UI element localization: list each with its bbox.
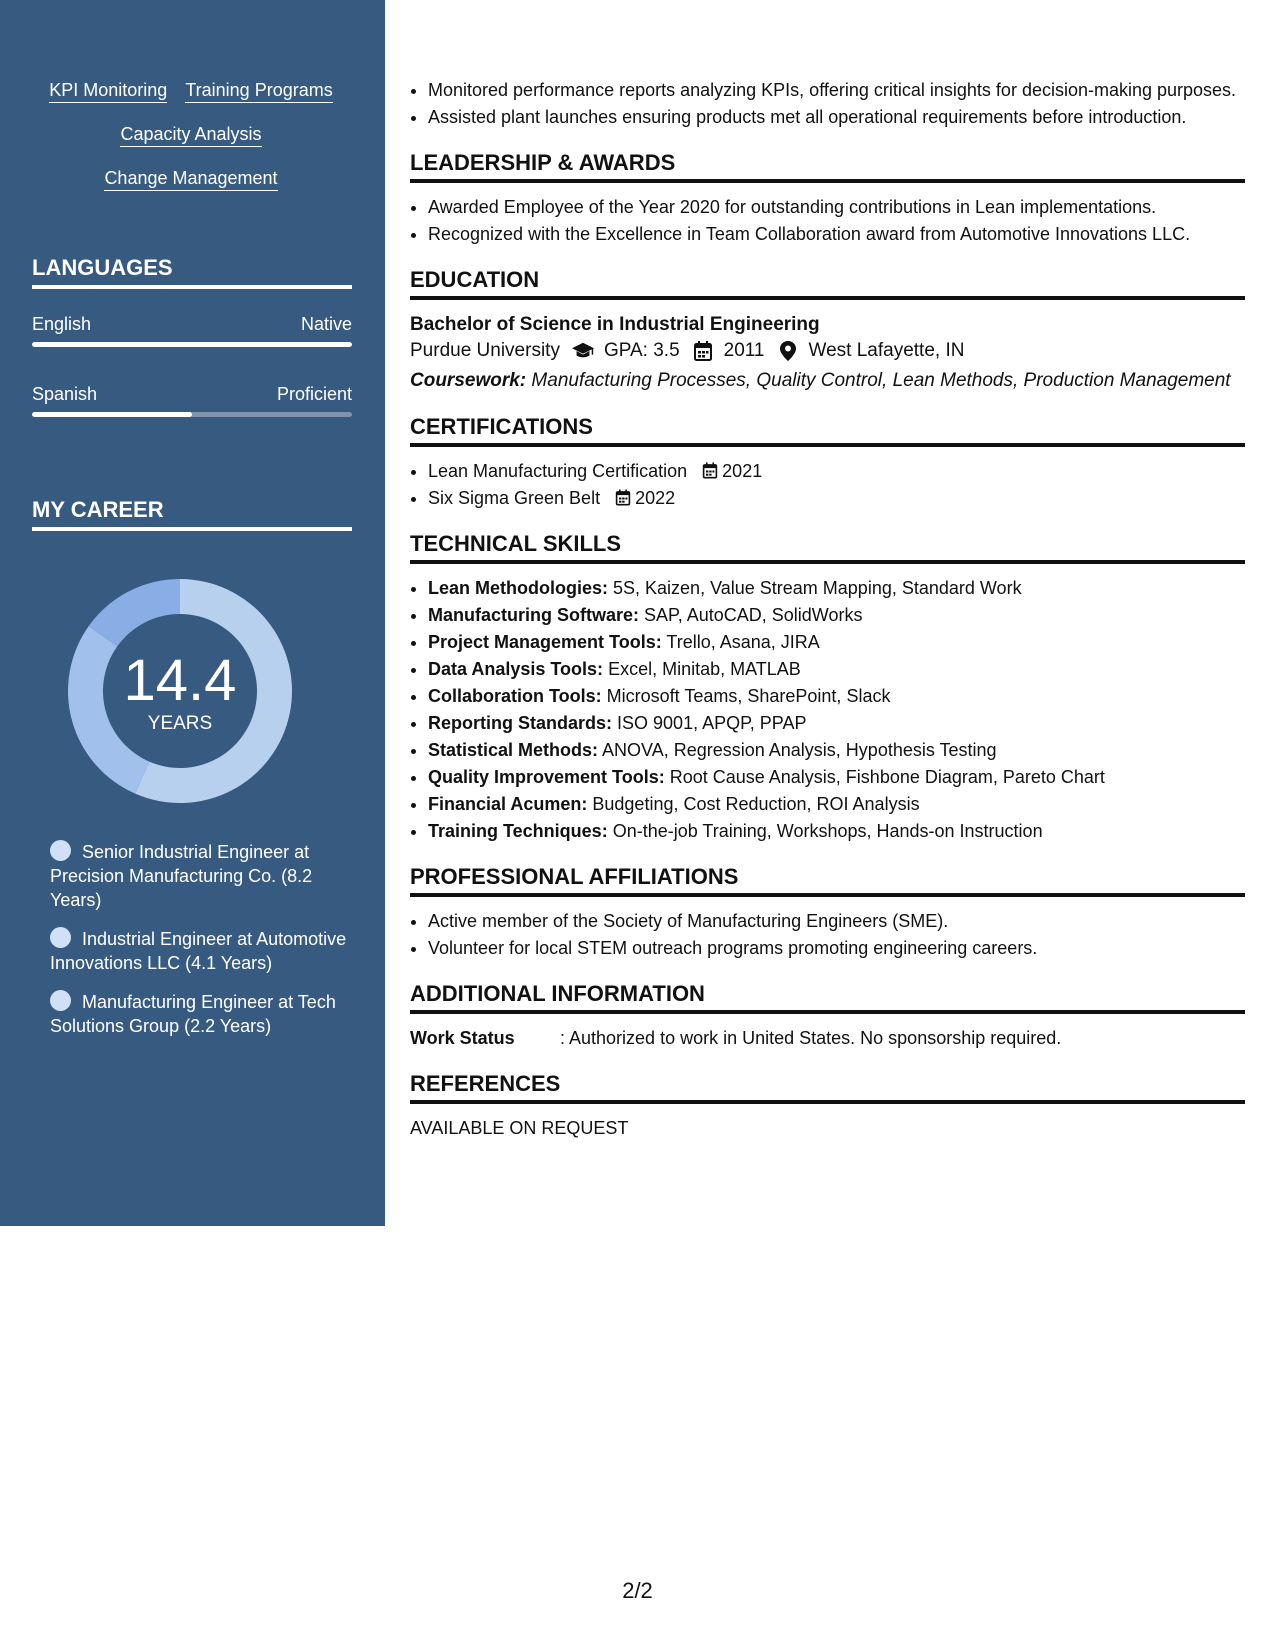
technical-skills-heading: TECHNICAL SKILLS <box>410 530 1245 564</box>
coursework <box>410 368 1245 393</box>
list-item <box>428 603 1245 627</box>
main-content <box>410 78 1245 1140</box>
certification-year: 2021 <box>722 461 763 481</box>
skill-category: Data Analysis Tools: <box>428 659 604 679</box>
list-item <box>428 657 1245 681</box>
certification-name: Six Sigma Green Belt <box>428 488 601 508</box>
list-item <box>428 819 1245 843</box>
language-bar-spanish <box>32 412 352 417</box>
list-item: • Monitored performance reports analyzing KPIs, offering critical insights for decision-making purposes. <box>428 78 1245 102</box>
skill-tag-change-management[interactable]: Change Management <box>104 166 277 191</box>
skill-values: SAP, AutoCAD, SolidWorks <box>644 605 863 625</box>
list-item: • Assisted plant launches ensuring products met all operational requirements before introduction. <box>428 105 1245 129</box>
work-status-value: : Authorized to work in United States. No sponsorship required. <box>560 1028 1062 1048</box>
list-item: • Active member of the Society of Manufacturing Engineers (SME). <box>428 909 1245 933</box>
education-meta <box>410 338 1245 364</box>
references-text: AVAILABLE ON REQUEST <box>410 1118 629 1138</box>
career-item-text: Senior Industrial Engineer at Precision Manufacturing Co. (8.2 Years) <box>50 842 313 910</box>
school-name: Purdue University <box>410 340 560 361</box>
career-legend-dot <box>50 927 71 948</box>
skill-category: Financial Acumen: <box>428 794 588 814</box>
calendar-icon <box>702 462 718 479</box>
list-item <box>428 792 1245 816</box>
career-total-unit: YEARS <box>147 713 213 734</box>
list-item <box>428 711 1245 735</box>
language-row-spanish <box>32 383 352 405</box>
skill-tag-capacity-analysis[interactable]: Capacity Analysis <box>120 122 261 147</box>
coursework-label: Coursework: <box>410 370 527 391</box>
skill-category: Manufacturing Software: <box>428 605 640 625</box>
sidebar <box>0 0 385 1226</box>
technical-skills-list <box>410 576 1245 843</box>
skill-values: ANOVA, Regression Analysis, Hypothesis Testing <box>602 740 997 760</box>
list-item <box>428 486 1245 510</box>
skill-values: Trello, Asana, JIRA <box>666 632 820 652</box>
education-heading: EDUCATION <box>410 266 1245 300</box>
certifications-heading: CERTIFICATIONS <box>410 413 1245 447</box>
skill-values: Excel, Minitab, MATLAB <box>608 659 801 679</box>
skill-category: Training Techniques: <box>428 821 608 841</box>
skill-category: Reporting Standards: <box>428 713 613 733</box>
language-level: Proficient <box>276 384 352 404</box>
graduation-cap-icon <box>572 341 594 361</box>
skill-category: Statistical Methods: <box>428 740 599 760</box>
career-item-text: Industrial Engineer at Automotive Innovations LLC (4.1 Years) <box>50 929 347 973</box>
career-legend-dot <box>50 840 71 861</box>
affiliations-heading: PROFESSIONAL AFFILIATIONS <box>410 863 1245 897</box>
page-number: 2/2 <box>622 1578 653 1603</box>
experience-bullets <box>410 78 1245 129</box>
certification-year: 2022 <box>635 488 676 508</box>
gpa: GPA: 3.5 <box>603 340 680 361</box>
language-name: Spanish <box>32 384 98 404</box>
language-bar-fill <box>32 342 352 347</box>
list-item <box>428 459 1245 483</box>
career-list <box>50 840 350 1053</box>
skill-category: Collaboration Tools: <box>428 686 602 706</box>
language-row-english <box>32 313 352 335</box>
skill-tag-training-programs[interactable]: Training Programs <box>185 78 332 103</box>
list-item <box>428 684 1245 708</box>
career-heading: MY CAREER <box>32 496 352 531</box>
leadership-heading: LEADERSHIP & AWARDS <box>410 149 1245 183</box>
calendar-icon <box>692 341 714 361</box>
career-legend-dot <box>50 990 71 1011</box>
skill-category: Quality Improvement Tools: <box>428 767 665 787</box>
skill-tags <box>30 78 352 191</box>
career-item <box>50 840 350 912</box>
list-item <box>428 576 1245 600</box>
skill-values: ISO 9001, APQP, PPAP <box>617 713 807 733</box>
career-item <box>50 990 350 1038</box>
graduation-year: 2011 <box>723 340 765 361</box>
skill-category: Project Management Tools: <box>428 632 662 652</box>
skill-values: 5S, Kaizen, Value Stream Mapping, Standard Work <box>613 578 1022 598</box>
language-name: English <box>32 314 92 334</box>
school-location: West Lafayette, IN <box>808 340 965 361</box>
work-status-row <box>410 1026 1245 1050</box>
languages-heading: LANGUAGES <box>32 254 352 289</box>
calendar-icon <box>615 489 631 506</box>
skill-values: Budgeting, Cost Reduction, ROI Analysis <box>592 794 920 814</box>
language-bar-fill <box>32 412 192 417</box>
certifications-list <box>410 459 1245 510</box>
list-item <box>428 738 1245 762</box>
affiliations-list <box>410 909 1245 960</box>
skill-values: On-the-job Training, Workshops, Hands-on Instruction <box>612 821 1043 841</box>
list-item: • Recognized with the Excellence in Team Collaboration award from Automotive Innovations LLC. <box>428 222 1245 246</box>
skill-values: Microsoft Teams, SharePoint, Slack <box>606 686 891 706</box>
location-pin-icon <box>777 341 799 361</box>
list-item <box>428 765 1245 789</box>
list-item: • Volunteer for local STEM outreach programs promoting engineering careers. <box>428 936 1245 960</box>
coursework-text: Manufacturing Processes, Quality Control, Lean Methods, Production Management <box>531 370 1231 391</box>
skill-category: Lean Methodologies: <box>428 578 608 598</box>
certification-name: Lean Manufacturing Certification <box>428 461 688 481</box>
references-heading: REFERENCES <box>410 1070 1245 1104</box>
list-item <box>428 630 1245 654</box>
work-status-label: Work Status <box>410 1028 515 1048</box>
list-item: • Awarded Employee of the Year 2020 for outstanding contributions in Lean implementations. <box>428 195 1245 219</box>
skill-values: Root Cause Analysis, Fishbone Diagram, Pareto Chart <box>669 767 1105 787</box>
language-level: Native <box>300 314 352 334</box>
career-item-text: Manufacturing Engineer at Tech Solutions Group (2.2 Years) <box>50 992 336 1036</box>
skill-tag-kpi-monitoring[interactable]: KPI Monitoring <box>49 78 167 103</box>
career-item <box>50 927 350 975</box>
career-total-value: 14.4 <box>123 648 237 713</box>
language-bar-english <box>32 342 352 347</box>
degree-title: Bachelor of Science in Industrial Engineering <box>410 314 820 335</box>
additional-info-heading: ADDITIONAL INFORMATION <box>410 980 1245 1014</box>
leadership-list <box>410 195 1245 246</box>
